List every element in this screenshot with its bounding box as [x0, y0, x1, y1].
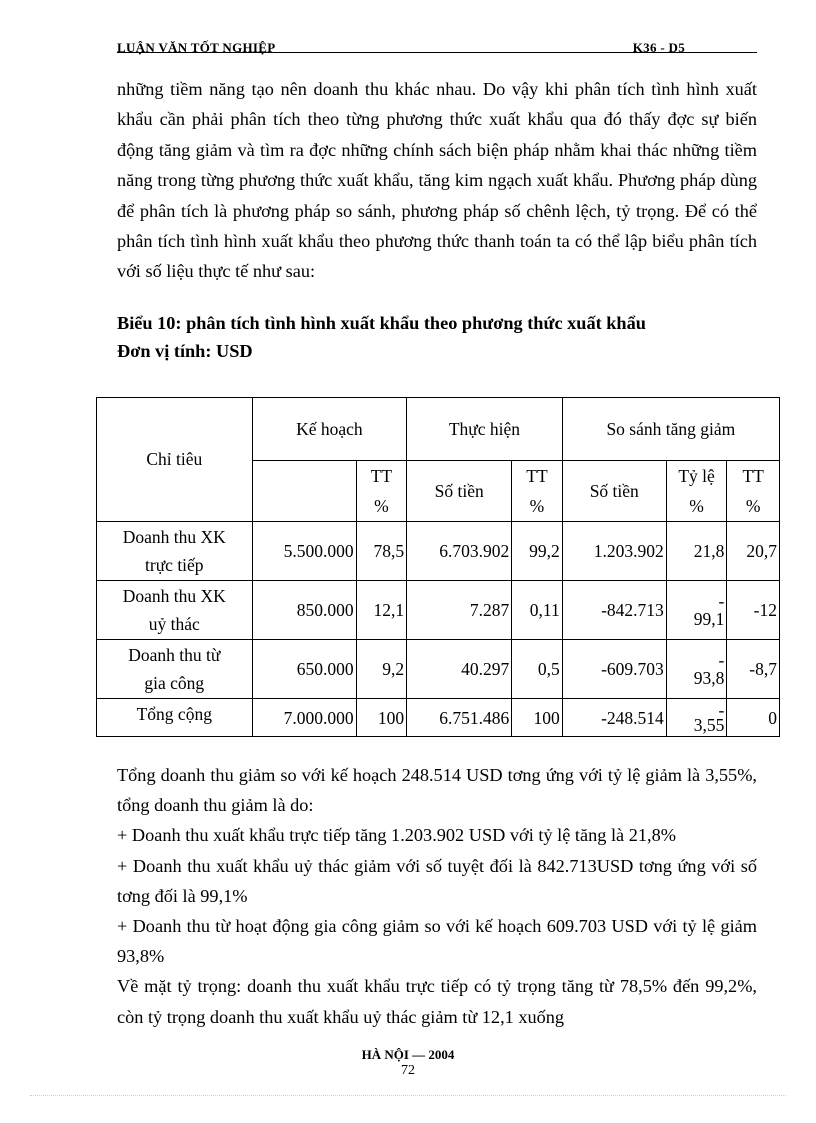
header-actual-tt: TT % [512, 461, 563, 522]
analysis-paragraph [117, 760, 757, 1032]
cell-actual: 6.751.486 [407, 699, 512, 737]
cell-tt: 0 [727, 699, 780, 737]
header-thesis-title: LUẬN VĂN TỐT NGHIỆP [117, 40, 276, 55]
cell-ratio: 21,8 [666, 522, 727, 581]
header-compare: So sánh tăng giảm [562, 398, 779, 461]
cell-plan: 5.500.000 [252, 522, 356, 581]
analysis-line: + Doanh thu xuất khẩu trực tiếp tăng 1.203.902 USD với tỷ lệ tăng là 21,8% [117, 825, 676, 846]
table-unit: Đơn vị tính: USD [117, 341, 253, 361]
page-number: 72 [401, 1063, 415, 1078]
cell-plan: 850.000 [252, 581, 356, 640]
table-title: Biểu 10: phân tích tình hình xuất khẩu theo phương thức xuất khẩu [117, 313, 646, 333]
cell-diff: 1.203.902 [562, 522, 666, 581]
header-diff-amount: Số tiền [562, 461, 666, 522]
cell-actual-tt: 99,2 [512, 522, 563, 581]
cell-tt: 20,7 [727, 522, 780, 581]
cell-actual-tt: 0,11 [512, 581, 563, 640]
analysis-line: + Doanh thu xuất khẩu uỷ thác giảm với số tuyệt đối là 842.713USD tơng ứng với số tơng đối là 99,1% [117, 855, 757, 906]
cell-actual: 6.703.902 [407, 522, 512, 581]
cell-ratio: - 3,55 [666, 699, 727, 737]
row-label: Tổng cộng [97, 699, 253, 737]
cell-plan-tt: 12,1 [356, 581, 407, 640]
cell-diff: -248.514 [562, 699, 666, 737]
table-row [97, 640, 780, 699]
cell-tt: -8,7 [727, 640, 780, 699]
header-indicator: Chỉ tiêu [97, 398, 253, 522]
header-plan-tt: TT % [356, 461, 407, 522]
page-header [117, 38, 757, 60]
cell-diff: -609.703 [562, 640, 666, 699]
header-class-code: K36 - D5 [632, 40, 685, 55]
header-actual: Thực hiện [407, 398, 563, 461]
header-rule [117, 52, 757, 53]
cell-plan-tt: 9,2 [356, 640, 407, 699]
header-ratio: Tỷ lệ % [666, 461, 727, 522]
row-label: Doanh thu từ gia công [97, 640, 253, 699]
cell-ratio: - 93,8 [666, 640, 727, 699]
analysis-line: + Doanh thu từ hoạt động gia công giảm so với kế hoạch 609.703 USD với tỷ lệ giảm 93,8% [117, 916, 757, 967]
cell-diff: -842.713 [562, 581, 666, 640]
cell-actual: 40.297 [407, 640, 512, 699]
footer-location-year: HÀ NỘI — 2004 [361, 1047, 455, 1062]
header-tt: TT % [727, 461, 780, 522]
header-actual-amount: Số tiền [407, 461, 512, 522]
table-row-total [97, 699, 780, 737]
cell-actual: 7.287 [407, 581, 512, 640]
header-plan: Kế hoạch [252, 398, 407, 461]
cell-actual-tt: 100 [512, 699, 563, 737]
row-label: Doanh thu XK uỷ thác [97, 581, 253, 640]
row-label: Doanh thu XK trực tiếp [97, 522, 253, 581]
cell-ratio: - 99,1 [666, 581, 727, 640]
cell-plan: 650.000 [252, 640, 356, 699]
header-plan-amount [252, 461, 356, 522]
export-analysis-table [96, 397, 780, 737]
bottom-divider [30, 1095, 786, 1096]
table-row [97, 522, 780, 581]
cell-tt: -12 [727, 581, 780, 640]
table-row [97, 581, 780, 640]
cell-actual-tt: 0,5 [512, 640, 563, 699]
intro-paragraph: những tiềm năng tạo nên doanh thu khác nhau. Do vậy khi phân tích tình hình xuất khẩu cần phải phân tích theo từng phương thức xuất khẩu qua đó thấy đợc sự biến động tăng giảm và tìm ra đợc những chính sách biện pháp nhằm khai thác những tiềm năng trong từng phương thức xuất khẩu, tăng kim ngạch xuất khẩu. Phương pháp dùng để phân tích là phương pháp so sánh, phương pháp số chênh lệch, tỷ trọng. Để có thể phân tích tình hình xuất khẩu theo phương thức thanh toán ta có thể lập biểu phân tích với số liệu thực tế như sau: [117, 79, 757, 282]
cell-plan-tt: 78,5 [356, 522, 407, 581]
cell-plan: 7.000.000 [252, 699, 356, 737]
analysis-line: Tổng doanh thu giảm so với kế hoạch 248.514 USD tơng ứng với tỷ lệ giảm là 3,55%, tổng doanh thu giảm là do: [117, 765, 757, 816]
analysis-line: Về mặt tỷ trọng: doanh thu xuất khẩu trực tiếp có tỷ trọng tăng từ 78,5% đến 99,2%, còn tỷ trọng doanh thu xuất khẩu uỷ thác giảm từ 12,1 xuống [117, 976, 757, 1027]
cell-plan-tt: 100 [356, 699, 407, 737]
